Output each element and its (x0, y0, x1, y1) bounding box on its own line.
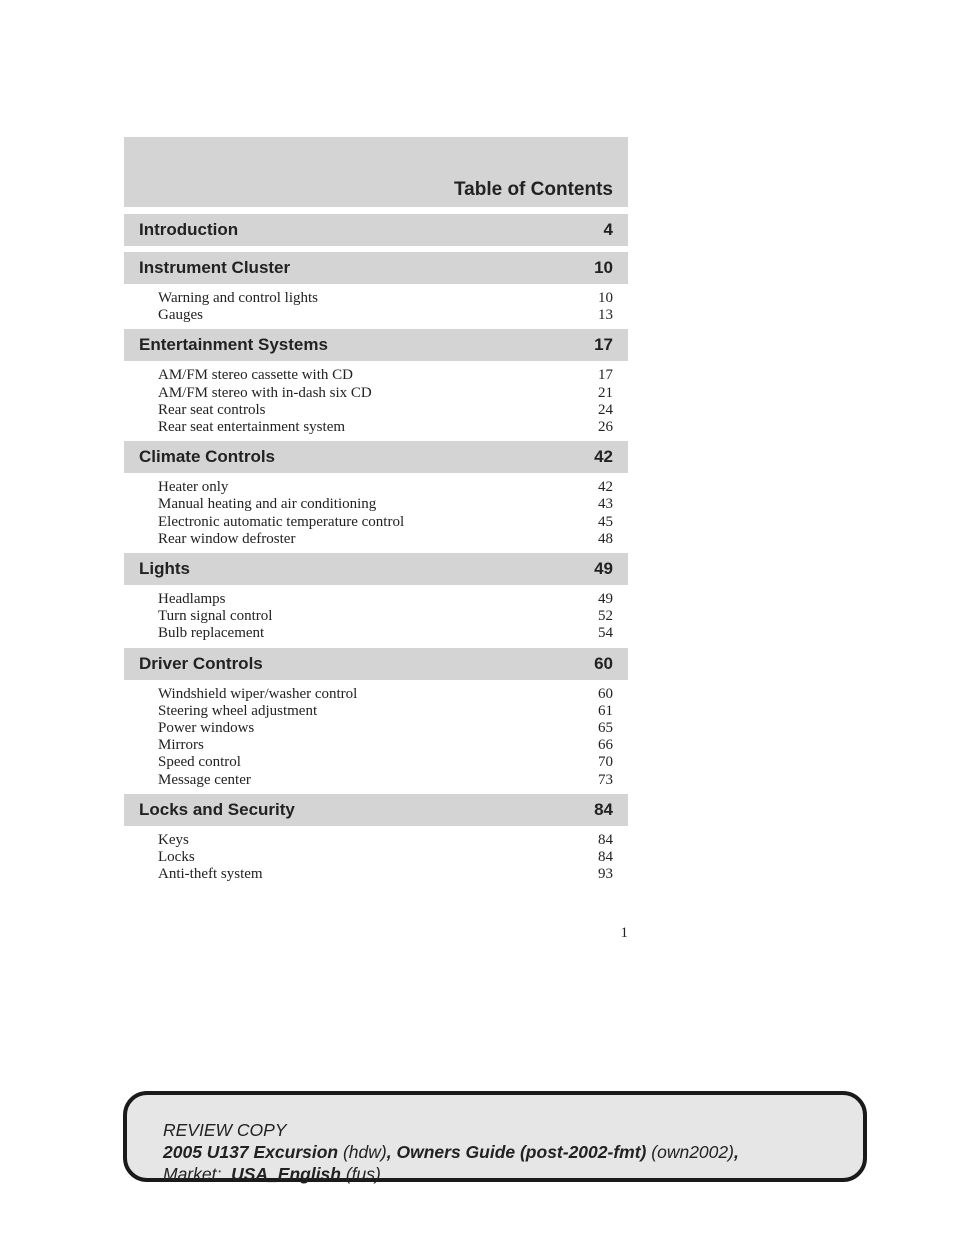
toc-section-bar (124, 252, 628, 284)
toc-section-bar (124, 648, 628, 680)
review-guide-code: (own2002) (651, 1142, 734, 1162)
entry-label: Rear seat controls (158, 401, 266, 418)
review-guide: Owners Guide (post-2002-fmt) (396, 1142, 647, 1162)
toc-entry (158, 832, 613, 849)
entry-label: Headlamps (158, 591, 226, 608)
review-model-code: (hdw) (342, 1142, 387, 1162)
entry-label: AM/FM stereo cassette with CD (158, 367, 353, 384)
section-title: Introduction (139, 220, 239, 239)
toc-entry (158, 367, 613, 384)
entry-page: 17 (598, 367, 613, 384)
entry-label: Manual heating and air conditioning (158, 496, 377, 513)
entry-page: 54 (598, 625, 613, 642)
section-title: Lights (139, 559, 190, 579)
toc-entry-list (124, 361, 628, 441)
entry-page: 93 (598, 866, 613, 883)
entry-label: Speed control (158, 754, 241, 771)
entry-page: 26 (598, 419, 613, 436)
section-title: Entertainment Systems (139, 335, 328, 355)
review-line-3 (163, 1163, 739, 1185)
toc-entry (158, 402, 613, 419)
entry-label: Heater only (158, 479, 229, 496)
review-copy-label: REVIEW COPY (163, 1120, 287, 1140)
entry-page: 70 (598, 754, 613, 771)
toc-entry-list (124, 473, 628, 553)
review-sep-2: , (733, 1142, 739, 1162)
toc-entry (158, 608, 613, 625)
toc-entry (158, 385, 613, 402)
entry-label: Steering wheel adjustment (158, 702, 318, 719)
entry-page: 52 (598, 608, 613, 625)
entry-page: 43 (598, 496, 613, 513)
entry-label: Turn signal control (158, 608, 273, 625)
toc-title: Table of Contents (453, 179, 613, 200)
toc-section-bar (124, 329, 628, 361)
entry-page: 66 (598, 737, 613, 754)
section-title: Locks and Security (139, 799, 295, 819)
entry-page: 65 (598, 720, 613, 737)
review-line-1 (163, 1119, 739, 1141)
toc-entry-list (124, 585, 628, 648)
review-copy-box (123, 1091, 867, 1182)
section-page: 42 (594, 447, 613, 467)
toc-entry (158, 531, 613, 548)
entry-label: AM/FM stereo with in-dash six CD (158, 384, 372, 401)
table-of-contents (124, 137, 628, 888)
review-market-label: Market: (163, 1164, 222, 1184)
toc-entry (158, 591, 613, 608)
entry-label: Warning and control lights (158, 290, 319, 306)
entry-label: Locks (158, 849, 195, 866)
entry-page: 10 (598, 290, 613, 306)
entry-page: 48 (598, 530, 613, 547)
entry-page: 61 (598, 702, 613, 719)
toc-entry (158, 849, 613, 866)
toc-entry-list (124, 680, 628, 794)
entry-page: 42 (598, 479, 613, 496)
entry-label: Keys (158, 831, 189, 848)
review-model: 2005 U137 Excursion (163, 1142, 339, 1162)
section-page: 49 (594, 559, 613, 579)
entry-label: Electronic automatic temperature control (158, 513, 405, 530)
toc-entry (158, 496, 613, 513)
toc-entry (158, 772, 613, 789)
toc-entry (158, 419, 613, 436)
review-market-code: (fus) (345, 1164, 381, 1184)
section-title: Instrument Cluster (139, 258, 291, 277)
entry-page: 84 (598, 849, 613, 866)
section-page: 17 (594, 335, 613, 355)
section-page: 4 (603, 220, 613, 239)
review-text (163, 1119, 739, 1185)
toc-entry (158, 866, 613, 883)
toc-sections (124, 214, 628, 888)
toc-entry (158, 720, 613, 737)
toc-section-bar (124, 214, 628, 246)
entry-page: 21 (598, 384, 613, 401)
section-title: Driver Controls (139, 653, 263, 673)
entry-page: 73 (598, 771, 613, 788)
toc-entry-list (124, 284, 628, 329)
entry-page: 49 (598, 591, 613, 608)
entry-label: Gauges (158, 307, 203, 324)
toc-entry (158, 625, 613, 642)
entry-page: 24 (598, 401, 613, 418)
entry-label: Windshield wiper/washer control (158, 685, 358, 702)
entry-label: Message center (158, 771, 251, 788)
review-line-2 (163, 1141, 739, 1163)
toc-header (124, 137, 628, 207)
entry-label: Mirrors (158, 737, 204, 754)
entry-label: Anti-theft system (158, 866, 263, 883)
toc-entry (158, 307, 613, 324)
section-page: 10 (594, 258, 613, 277)
toc-entry (158, 514, 613, 531)
entry-label: Bulb replacement (158, 625, 265, 642)
section-title: Climate Controls (139, 447, 276, 467)
entry-page: 45 (598, 513, 613, 530)
toc-entry (158, 479, 613, 496)
entry-page: 84 (598, 831, 613, 848)
review-market: USA_English (231, 1164, 341, 1184)
entry-label: Power windows (158, 720, 255, 737)
toc-entry (158, 290, 613, 307)
section-page: 60 (594, 653, 613, 673)
review-sep-1: , (386, 1142, 397, 1162)
toc-section-bar (124, 553, 628, 585)
entry-label: Rear seat entertainment system (158, 419, 346, 436)
entry-label: Rear window defroster (158, 530, 296, 547)
section-page: 84 (594, 799, 613, 819)
entry-page: 60 (598, 685, 613, 702)
toc-section-bar (124, 794, 628, 826)
entry-page: 13 (598, 307, 613, 324)
toc-entry (158, 737, 613, 754)
toc-entry-list (124, 826, 628, 889)
page-number: 1 (620, 925, 628, 941)
toc-entry (158, 686, 613, 703)
toc-entry (158, 703, 613, 720)
toc-entry (158, 754, 613, 771)
toc-section-bar (124, 441, 628, 473)
